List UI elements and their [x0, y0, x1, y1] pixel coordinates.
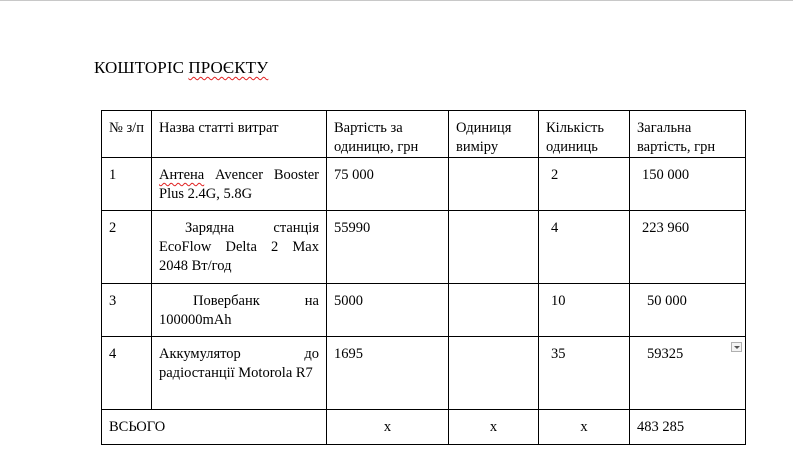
item-name-rest: Avencer Booster Plus 2.4G, 5.8G: [159, 167, 319, 202]
cell-number: 4: [102, 337, 152, 410]
cell-quantity: 4: [539, 211, 630, 284]
total-unit: x: [449, 410, 539, 445]
cell-item-name: [152, 158, 327, 211]
table-row: [102, 158, 746, 211]
total-amount: 483 285: [630, 410, 746, 445]
cell-unit-cost: 75 000: [327, 158, 449, 211]
cell-item-name: Повербанк на 100000mAh: [152, 284, 327, 337]
dropdown-arrow-icon[interactable]: [731, 342, 742, 352]
cell-quantity: 10: [539, 284, 630, 337]
table-total-row: [102, 410, 746, 445]
table-row: [102, 337, 746, 410]
cell-number: 1: [102, 158, 152, 211]
page-top-border: [0, 0, 793, 1]
document-title: [94, 58, 268, 78]
cell-number: 3: [102, 284, 152, 337]
header-cell-unit: Одиниця виміру: [449, 111, 539, 158]
cell-unit: [449, 158, 539, 211]
cell-total: 50 000: [630, 284, 746, 337]
cell-item-name: Зарядна станція EcoFlow Delta 2 Max 2048 Вт/год: [152, 211, 327, 284]
cell-unit: [449, 211, 539, 284]
title-word-2: ПРОЄКТУ: [188, 58, 269, 77]
item-name-misspelled-word: Антена: [159, 167, 205, 183]
cell-unit-cost: 55990: [327, 211, 449, 284]
header-cell-total: Загальна вартість, грн: [630, 111, 746, 158]
header-cell-unit-cost: Вартість за одиницю, грн: [327, 111, 449, 158]
cell-quantity: 2: [539, 158, 630, 211]
table-row: [102, 284, 746, 337]
cell-unit: [449, 284, 539, 337]
header-cell-quantity: Кількість одиниць: [539, 111, 630, 158]
table-header-row: [102, 111, 746, 158]
header-cell-number: № з/п: [102, 111, 152, 158]
total-unit-cost: x: [327, 410, 449, 445]
budget-table: [101, 110, 746, 445]
total-quantity: x: [539, 410, 630, 445]
cell-total-value: 59325: [647, 346, 684, 362]
cell-quantity: 35: [539, 337, 630, 410]
cell-total: [630, 337, 746, 410]
cell-unit: [449, 337, 539, 410]
cell-unit-cost: 1695: [327, 337, 449, 410]
header-cell-item-name: Назва статті витрат: [152, 111, 327, 158]
cell-item-name: Аккумулятор до радіостанції Motorola R7: [152, 337, 327, 410]
total-label: ВСЬОГО: [102, 410, 327, 445]
cell-unit-cost: 5000: [327, 284, 449, 337]
title-word-1: КОШТОРІС: [94, 58, 189, 77]
cell-number: 2: [102, 211, 152, 284]
cell-total: 150 000: [630, 158, 746, 211]
table-row: [102, 211, 746, 284]
cell-total: 223 960: [630, 211, 746, 284]
